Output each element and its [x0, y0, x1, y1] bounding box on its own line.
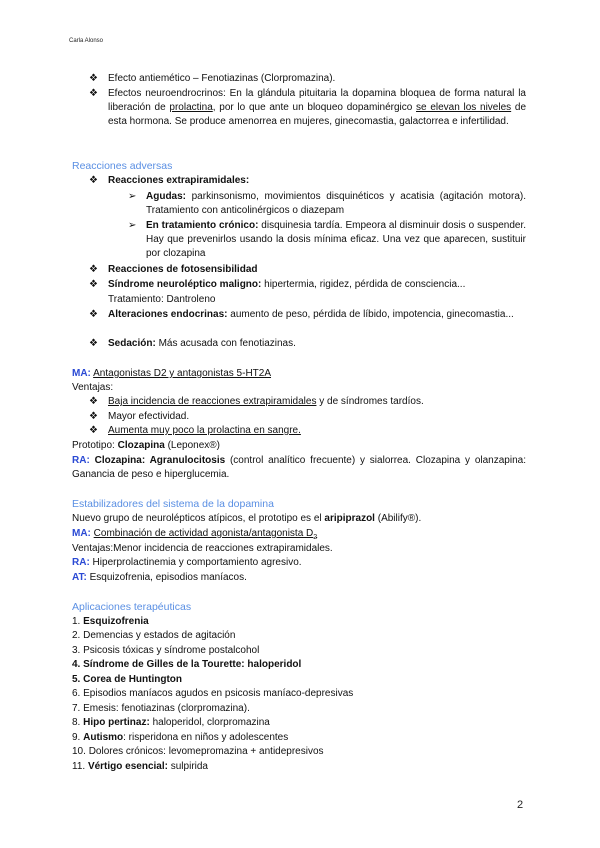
stabilizers-intro: Nuevo grupo de neurolépticos atípicos, el prototipo es el aripiprazol (Abilify®). — [72, 513, 422, 524]
application-item: 4. Síndrome de Gilles de la Tourette: haloperidol — [72, 659, 302, 670]
acute-reactions-item: Agudas: parkinsonismo, movimientos disquinéticos y acatisia (agitación motora). Tratamiento con anticolinérgicos o diazepam — [146, 191, 526, 216]
mechanism-line-stabilizers: MA: Combinación de actividad agonista/antagonista $D_2$ — [72, 528, 318, 541]
application-item: 11. Vértigo esencial: sulpirida — [72, 761, 208, 772]
bullet-icon: ❖ — [89, 309, 98, 320]
bullet-icon: ❖ — [89, 425, 98, 436]
chronic-reactions-item: En tratamiento crónico: disquinesia tardía. Empeora al disminuir dosis o suspender. Hay que prevenirlos usando la dosis mínima eficaz. Una vez que aparecen, sustituir por clozapina — [146, 220, 526, 259]
stabilizers-adverse-reactions: RA: Hiperprolactinemia y comportamiento agresivo. — [72, 557, 302, 568]
adverse-reactions-clozapine: RA: Clozapina: Agranulocitosis (control analítico frecuente) y sialorrea. Clozapina y olanzapina: Ganancia de peso e hiperglucemia. — [72, 455, 526, 480]
advantage-item: Mayor efectividad. — [108, 411, 190, 422]
application-item: 2. Demencias y estados de agitación — [72, 630, 236, 641]
antiemetic-item: Efecto antiemético – Fenotiazinas (Clorpromazina). — [108, 73, 336, 84]
prototype-line: Prototipo: Clozapina (Leponex®) — [72, 440, 221, 451]
document-author-header: Carla Alonso — [69, 38, 104, 44]
bullet-icon: ❖ — [89, 175, 98, 186]
bullet-icon: ❖ — [89, 338, 98, 349]
stabilizers-therapeutic-action: AT: Esquizofrenia, episodios maníacos. — [72, 572, 247, 583]
application-item: 10. Dolores crónicos: levomepromazina + antidepresivos — [72, 746, 324, 757]
arrow-bullet-icon: ➢ — [128, 220, 137, 231]
neuroendocrine-item: Efectos neuroendrocrinos: En la glándula pituitaria la dopamina bloquea de forma natural la liberación de prolactina, por lo que ante un bloqueo dopaminérgico se elevan los niveles de esta hormona. Se produce amenorrea en mujeres, ginecomastia, galactorrea e infertilidad. — [108, 88, 527, 127]
application-item: 8. Hipo pertinaz: haloperidol, clorpromazina — [72, 717, 270, 728]
mechanism-line-atypical: MA: Antagonistas D2 y antagonistas 5-HT2A — [72, 368, 272, 379]
malignant-syndrome-treatment: Tratamiento: Dantroleno — [108, 294, 216, 305]
malignant-syndrome-item: Síndrome neuroléptico maligno: hipertermia, rigidez, pérdida de consciencia... — [108, 279, 466, 290]
stabilizers-advantages: Ventajas:Menor incidencia de reacciones extrapiramidales. — [72, 543, 333, 554]
section-heading-dopamine-stabilizers: Estabilizadores del sistema de la dopamina — [72, 498, 274, 510]
sedation-item: Sedación: Más acusada con fenotiazinas. — [108, 338, 296, 349]
section-heading-therapeutic-applications: Aplicaciones terapéuticas — [72, 601, 192, 613]
advantages-label: Ventajas: — [72, 382, 114, 393]
advantage-item: Aumenta muy poco la prolactina en sangre. — [108, 425, 301, 436]
extrapyramidal-title: Reacciones extrapiramidales: — [108, 175, 250, 186]
bullet-icon: ❖ — [89, 279, 98, 290]
application-item: 6. Episodios maníacos agudos en psicosis maníaco-depresivas — [72, 688, 354, 699]
section-heading-adverse-reactions: Reacciones adversas — [72, 160, 173, 172]
application-item: 3. Psicosis tóxicas y síndrome postalcohol — [72, 645, 260, 656]
page-number: 2 — [517, 799, 524, 811]
advantage-item: Baja incidencia de reacciones extrapiramidales y de síndromes tardíos. — [108, 396, 424, 407]
endocrine-alterations-item: Alteraciones endocrinas: aumento de peso, pérdida de líbido, impotencia, ginecomastia... — [108, 309, 514, 320]
bullet-icon: ❖ — [89, 88, 98, 99]
bullet-icon: ❖ — [89, 73, 98, 84]
application-item: 9. Autismo: risperidona en niños y adolescentes — [72, 732, 289, 743]
application-item: 5. Corea de Huntington — [72, 674, 183, 685]
application-item: 1. Esquizofrenia — [72, 616, 149, 627]
bullet-icon: ❖ — [89, 264, 98, 275]
bullet-icon: ❖ — [89, 411, 98, 422]
bullet-icon: ❖ — [89, 396, 98, 407]
photosensitivity-item: Reacciones de fotosensibilidad — [108, 264, 258, 275]
application-item: 7. Emesis: fenotiazinas (clorpromazina). — [72, 703, 250, 714]
arrow-bullet-icon: ➢ — [128, 191, 137, 202]
